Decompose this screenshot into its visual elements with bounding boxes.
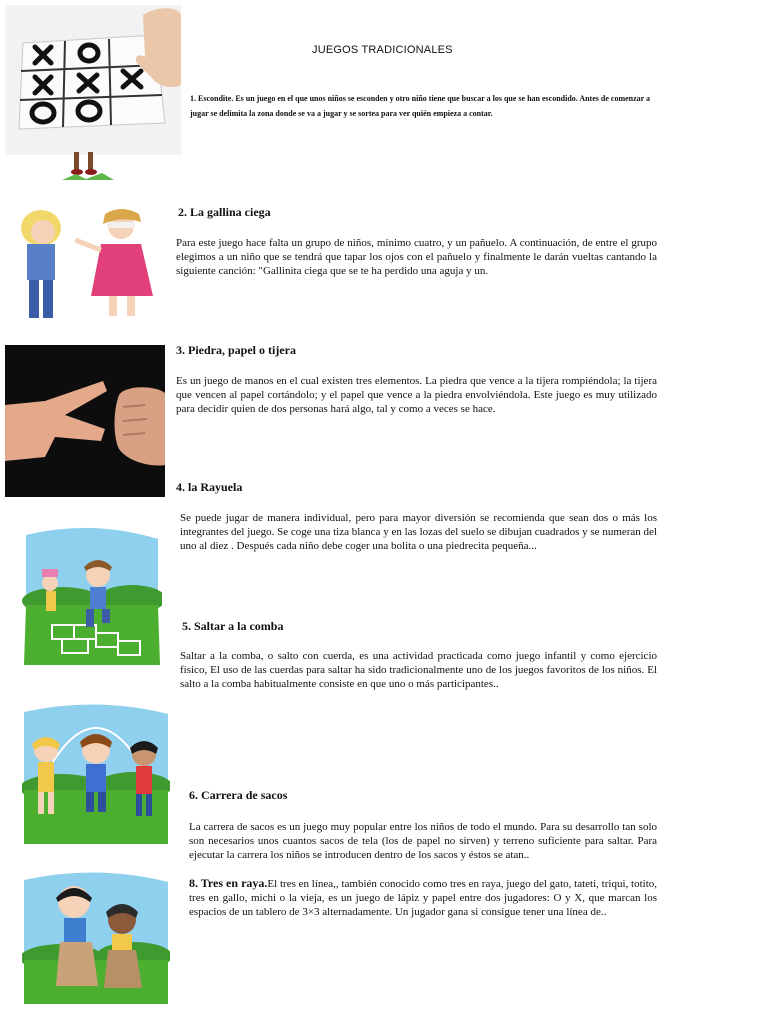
section-1-text: 1. Escondite. Es un juego en el que unos niños se esconden y otro niño tiene que buscar a los que se han escondido. Antes de comenzar a jugar se delimita la zona donde se va a jugar y se sortea para ver quién empieza a contar. bbox=[190, 94, 651, 118]
section-8-heading: 8. Tres en raya. bbox=[189, 876, 268, 890]
section-5-heading: 5. Saltar a la comba bbox=[182, 619, 284, 633]
section-5-text: Saltar a la comba, o salto con cuerda, es una actividad practicada como juego infantil y como ejercicio físico, El uso de las cuerdas para saltar ha sido tradicionalmente uno de los juegos favoritos de los niños. El salto a la comba habitualmente consiste en que uno o más participantes.. bbox=[180, 650, 657, 690]
page-title: JUEGOS TRADICIONALES bbox=[312, 44, 453, 56]
piedra-papel-tijera-image bbox=[5, 345, 165, 497]
tic-tac-toe-image bbox=[5, 5, 181, 155]
section-2-heading: 2. La gallina ciega bbox=[178, 205, 271, 219]
section-2-text: Para este juego hace falta un grupo de niños, mínimo cuatro, y un pañuelo. A continuación, de entre el grupo elegimos a un niño que se tendrá que tapar los ojos con el pañuelo y finalmente le darán vueltas cantando la siguiente canción: "Gallinita ciega que se te ha perdido una aguja y un. bbox=[176, 237, 657, 277]
carrera-sacos-image bbox=[22, 868, 170, 1008]
rayuela-image bbox=[22, 525, 162, 670]
section-3-heading: 3. Piedra, papel o tijera bbox=[176, 343, 296, 357]
saltar-comba-image bbox=[22, 700, 170, 848]
gallina-ciega-image bbox=[5, 200, 167, 330]
section-3-text: Es un juego de manos en el cual existen tres elementos. La piedra que vence a la tijera rompiéndola; la tijera que vencen al papel cortándolo; y el papel que vence a la piedra envolviéndola. Este juego es muy utilizado para decidir quien de dos personas hará algo, tal y como a veces se hace. bbox=[176, 375, 657, 415]
kids-legs-image bbox=[62, 152, 114, 182]
section-8-paragraph bbox=[189, 876, 657, 919]
section-4-text: Se puede jugar de manera individual, pero para mayor diversión se recomienda que sean dos o más los integrantes del juego. Se coge una tiza blanca y en las lozas del suelo se dibujan cuadrados y se numeran del uno al diez . Después cada niño debe coger una bolita o una piedrecita pequeña... bbox=[180, 512, 657, 552]
section-6-text: La carrera de sacos es un juego muy popular entre los niños de todo el mundo. Para su desarrollo tan solo son necesarios unos cuantos sacos de tela (los de papel no sirven) y terreno suficiente para saltar. Para ejecutar la carrera los niños se introducen dentro de los sacos y éstos se atan.. bbox=[189, 821, 657, 861]
section-6-heading: 6. Carrera de sacos bbox=[189, 788, 288, 802]
section-8-text: El tres en línea,, también conocido como tres en raya, juego del gato, tateti, triqui, totito, tres en gallo, michi o la vieja, es un juego de lápiz y papel entre dos jugadores: O y X, que marcan los espacios de un tablero de 3×3 alternadamente. Un jugador gana si consigue tener una línea de.. bbox=[189, 878, 658, 918]
section-4-heading: 4. la Rayuela bbox=[176, 480, 243, 494]
